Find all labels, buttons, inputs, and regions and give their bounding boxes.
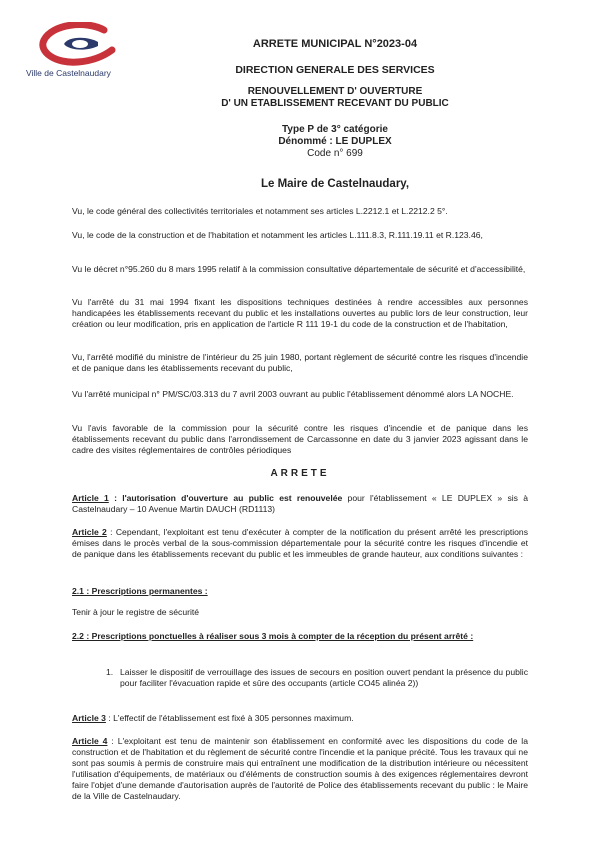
vu-paragraph: Vu, l'arrêté modifié du ministre de l'intérieur du 25 juin 1980, portant règlement de sécurité contre les risques d'incendie et de panique dans les établissements recevant du public, <box>72 352 528 373</box>
article-4 <box>72 736 528 802</box>
list-item-number: 1. <box>106 667 114 677</box>
article-2-label: Article 2 <box>72 527 107 537</box>
article-1-text: pour l'établissement « LE DUPLEX » sis à Castelnaudary – 10 Avenue Martin DAUCH (RD1113) <box>72 493 528 514</box>
article-1-bold: : l'autorisation d'ouverture au public est renouvelée <box>108 493 343 503</box>
arrete-title: ARRETE <box>270 468 330 479</box>
establishment-name: Dénommé : LE DUPLEX <box>278 136 392 147</box>
vu-paragraph: Vu l'arrêté municipal n° PM/SC/03.313 du 7 avril 2003 ouvrant au public l'établissement dénommé alors LA NOCHE. <box>72 389 514 399</box>
article-1 <box>72 493 528 515</box>
section-2-1-heading <box>72 586 528 597</box>
vu-paragraph: Vu l'arrêté du 31 mai 1994 fixant les dispositions techniques destinées à rendre accessibles aux personnes handicapées les établissements recevant du public et les installations ouvertes au public lors de leur construction, leur création ou leur modification, pris en application de l'article R 111 19-1 du code de la construction et de l'habitation, <box>72 297 528 329</box>
establishment-type: Type P de 3° catégorie <box>282 124 388 135</box>
maire-title: Le Maire de Castelnaudary, <box>260 178 410 190</box>
vu-paragraph: Vu, le code de la construction et de l'habitation et notamment les articles L.111.8.3, R.111.19.11 et R.123.46, <box>72 230 483 240</box>
article-4-label: Article 4 <box>72 736 108 746</box>
arrete-number: ARRETE MUNICIPAL N°2023-04 <box>252 38 418 50</box>
vu-paragraph: Vu l'avis favorable de la commission pour la sécurité contre les risques d'incendie et de panique dans les établissements recevant du public dans l'arrondissement de Carcassonne en date du 3 janvier 2023 agissant dans le cadre des visites réglementaires de contrôles périodiques <box>72 423 528 455</box>
renouvellement-line-2: D' UN ETABLISSEMENT RECEVANT DU PUBLIC <box>221 98 449 109</box>
establishment-code: Code n° 699 <box>307 148 363 159</box>
article-1-label: Article 1 <box>72 493 109 503</box>
article-2-text: : Cependant, l'exploitant est tenu d'exécuter à compter de la notification du présent arrêté les prescriptions émises dans le procès verbal de la sous-commission départementale pour la sécurité contre les risques d'incendie et de panique dans les établissements recevant du public et les immeubles de grande hauteur, aux conditions suivantes : <box>72 527 529 559</box>
article-3-text: : L'effectif de l'établissement est fixé à 305 personnes maximum. <box>105 713 354 723</box>
list-item-text: Laisser le dispositif de verrouillage des issues de secours en position ouvert pendant la présence du public pour faciliter l'évacuation rapide et sûre des occupants (article CO45 alinéa 2)) <box>120 667 528 688</box>
section-2-1-text: Tenir à jour le registre de sécurité <box>72 607 200 617</box>
logo-town-name: Ville de Castelnaudary <box>26 68 111 78</box>
section-2-2-label: 2.2 : Prescriptions ponctuelles à réaliser sous 3 mois à compter de la réception du présent arrêté : <box>72 631 474 641</box>
renouvellement-line-1: RENOUVELLEMENT D' OUVERTURE <box>247 86 423 97</box>
section-2-2-heading <box>72 631 528 642</box>
vu-paragraph: Vu le décret n°95.260 du 8 mars 1995 relatif à la commission consultative départementale de sécurité et d'accessibilité, <box>72 264 526 274</box>
article-4-text: : L'exploitant est tenu de maintenir son établissement en conformité avec les dispositions du code de la construction et de l'habitation et du règlement de sécurité contre l'incendie et la panique précité. Tous les travaux qui ne sont pas soumis à permis de construire mais qui entraînent une modification de la distribution intérieure ou nécessitent l'utilisation d'équipements, de matériaux ou d'éléments de construction soumis à des exigences réglementaires devront faire l'objet d'une demande d'autorisation auprès de l'autorité de Police des établissements recevant du public : le Maire de la Ville de Castelnaudary. <box>72 736 528 801</box>
section-2-1-label: 2.1 : Prescriptions permanentes : <box>72 586 208 596</box>
article-3-label: Article 3 <box>72 713 106 723</box>
direction-title: DIRECTION GENERALE DES SERVICES <box>235 64 435 76</box>
article-3 <box>72 713 528 724</box>
vu-paragraph: Vu, le code général des collectivités territoriales et notamment ses articles L.2212.1 et L.2212.2 5°. <box>72 206 448 216</box>
article-2 <box>72 527 528 560</box>
renouvellement-title <box>170 86 500 110</box>
establishment-info <box>170 124 500 160</box>
castelnaudary-logo-icon <box>34 22 118 66</box>
logo <box>26 22 126 84</box>
